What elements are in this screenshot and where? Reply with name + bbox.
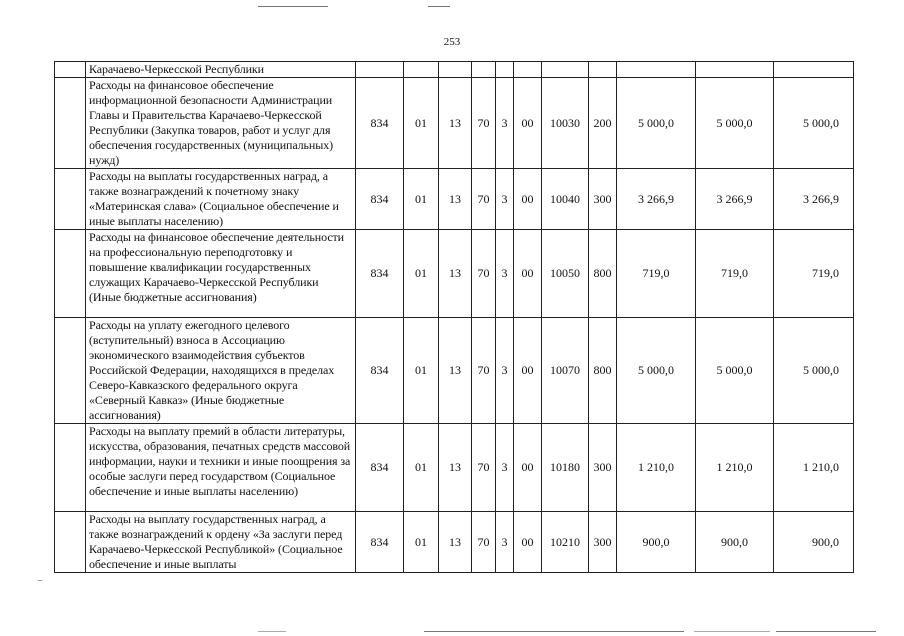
expense-name-cell: Расходы на финансовое обеспечение информационной безопасности Администрации Главы и Правительства Карачаево-Черкесской Республики (Закупка товаров, работ и услуг для обеспечения государственных (муниципальных) нужд) [86, 78, 356, 169]
row-marker-cell [55, 78, 86, 169]
program-code-cell: 70 [472, 230, 496, 318]
direction-code-cell: 10050 [542, 230, 589, 318]
row-marker-cell [55, 318, 86, 424]
expense-name-cell: Расходы на финансовое обеспечение деятельности на профессиональную переподготовку и повышение квалификации государственных служащих Карачаево-Черкесской Республики (Иные бюджетные ассигнования) [86, 230, 356, 318]
ministry-code-cell: 834 [356, 318, 404, 424]
program-code-cell: 70 [472, 78, 496, 169]
program-code-cell: 70 [472, 169, 496, 230]
direction-code-cell: 10030 [542, 78, 589, 169]
expense-name-cell: Расходы на выплату премий в области литературы, искусства, образования, печатных средств массовой информации, науки и техники и иные поощрения за особые заслуги перед государством (Социальное обеспечение и иные выплаты населению) [86, 424, 356, 512]
row-marker-cell [55, 62, 86, 78]
expense-name-cell: Расходы на уплату ежегодного целевого (вступительный) взноса в Ассоциацию экономического взаимодействия субъектов Российской Федерации, находящихся в пределах Северо-Кавказского федерального округа «Северный Кавказ» (Иные бюджетные ассигнования) [86, 318, 356, 424]
section-code-cell: 01 [404, 78, 439, 169]
amount-year-3-cell: 1 210,0 [774, 424, 854, 512]
row-marker-cell [55, 424, 86, 512]
direction-code-cell: 10180 [542, 424, 589, 512]
ministry-code-cell: 834 [356, 512, 404, 573]
main-event-code-cell: 00 [514, 424, 542, 512]
expense-type-code-cell: 800 [589, 318, 617, 424]
page-number: 253 [443, 36, 461, 48]
ministry-code-cell: 834 [356, 424, 404, 512]
amount-year-1-cell: 5 000,0 [617, 78, 696, 169]
expense-name-cell: Расходы на выплату государственных наград, а также вознаграждений к ордену «За заслуги перед Карачаево-Черкесской Республикой» (Социальное обеспечение и иные выплаты [86, 512, 356, 573]
direction-code-cell: 10210 [542, 512, 589, 573]
scan-mark-top-right [428, 6, 450, 7]
scan-mark-top-left [258, 6, 328, 7]
scan-mark-bottom-2 [424, 631, 684, 632]
section-code-cell: 01 [404, 169, 439, 230]
amount-year-3-cell: 5 000,0 [774, 78, 854, 169]
amount-year-2-cell: 5 000,0 [696, 78, 774, 169]
amount-year-2-cell: 900,0 [696, 512, 774, 573]
section-code-cell: 01 [404, 230, 439, 318]
expense-type-code-cell: 300 [589, 169, 617, 230]
amount-year-3-cell: 900,0 [774, 512, 854, 573]
section-code-cell: 01 [404, 512, 439, 573]
subsection-code-cell: 13 [439, 318, 472, 424]
program-code-cell: 70 [472, 512, 496, 573]
amount-year-2-cell: 5 000,0 [696, 318, 774, 424]
subsection-code-cell: 13 [439, 512, 472, 573]
amount-year-2-cell: 719,0 [696, 230, 774, 318]
direction-code-cell: 10040 [542, 169, 589, 230]
amount-year-1-cell: 1 210,0 [617, 424, 696, 512]
scan-mark-bottom-4 [776, 631, 876, 632]
table-row-continued [55, 62, 854, 78]
subsection-code-cell: 13 [439, 230, 472, 318]
table-row [55, 512, 854, 573]
expense-type-code-cell: 300 [589, 424, 617, 512]
table-row [55, 78, 854, 169]
scan-mark-bottom-3 [694, 631, 770, 632]
section-code-cell: 01 [404, 424, 439, 512]
subsection-code-cell: 13 [439, 78, 472, 169]
main-event-code-cell: 00 [514, 318, 542, 424]
ministry-code-cell: 834 [356, 78, 404, 169]
amount-year-1-cell: 900,0 [617, 512, 696, 573]
row-marker-cell [55, 230, 86, 318]
main-event-code-cell: 00 [514, 169, 542, 230]
amount-year-3-cell: 5 000,0 [774, 318, 854, 424]
subprogram-code-cell: 3 [496, 318, 514, 424]
scan-mark-left [38, 580, 42, 581]
subprogram-code-cell: 3 [496, 424, 514, 512]
amount-year-2-cell: 3 266,9 [696, 169, 774, 230]
main-event-code-cell: 00 [514, 512, 542, 573]
table-row [55, 318, 854, 424]
section-code-cell: 01 [404, 318, 439, 424]
amount-year-1-cell: 5 000,0 [617, 318, 696, 424]
main-event-code-cell: 00 [514, 78, 542, 169]
expense-type-code-cell: 800 [589, 230, 617, 318]
expense-name-cell: Карачаево-Черкесской Республики [86, 62, 356, 78]
expense-type-code-cell: 200 [589, 78, 617, 169]
program-code-cell: 70 [472, 318, 496, 424]
subprogram-code-cell: 3 [496, 512, 514, 573]
budget-table [54, 61, 854, 573]
amount-year-1-cell: 719,0 [617, 230, 696, 318]
direction-code-cell: 10070 [542, 318, 589, 424]
row-marker-cell [55, 512, 86, 573]
table-row [55, 230, 854, 318]
row-marker-cell [55, 169, 86, 230]
amount-year-2-cell: 1 210,0 [696, 424, 774, 512]
scan-mark-bottom-1 [258, 631, 286, 632]
expense-name-cell: Расходы на выплаты государственных наград, а также вознаграждений к почетному знаку «Материнская слава» (Социальное обеспечение и иные выплаты населению) [86, 169, 356, 230]
table-row [55, 169, 854, 230]
ministry-code-cell: 834 [356, 230, 404, 318]
table-row [55, 424, 854, 512]
program-code-cell: 70 [472, 424, 496, 512]
ministry-code-cell: 834 [356, 169, 404, 230]
amount-year-3-cell: 3 266,9 [774, 169, 854, 230]
amount-year-3-cell: 719,0 [774, 230, 854, 318]
subsection-code-cell: 13 [439, 424, 472, 512]
main-event-code-cell: 00 [514, 230, 542, 318]
subsection-code-cell: 13 [439, 169, 472, 230]
expense-type-code-cell: 300 [589, 512, 617, 573]
subprogram-code-cell: 3 [496, 78, 514, 169]
amount-year-1-cell: 3 266,9 [617, 169, 696, 230]
subprogram-code-cell: 3 [496, 230, 514, 318]
subprogram-code-cell: 3 [496, 169, 514, 230]
